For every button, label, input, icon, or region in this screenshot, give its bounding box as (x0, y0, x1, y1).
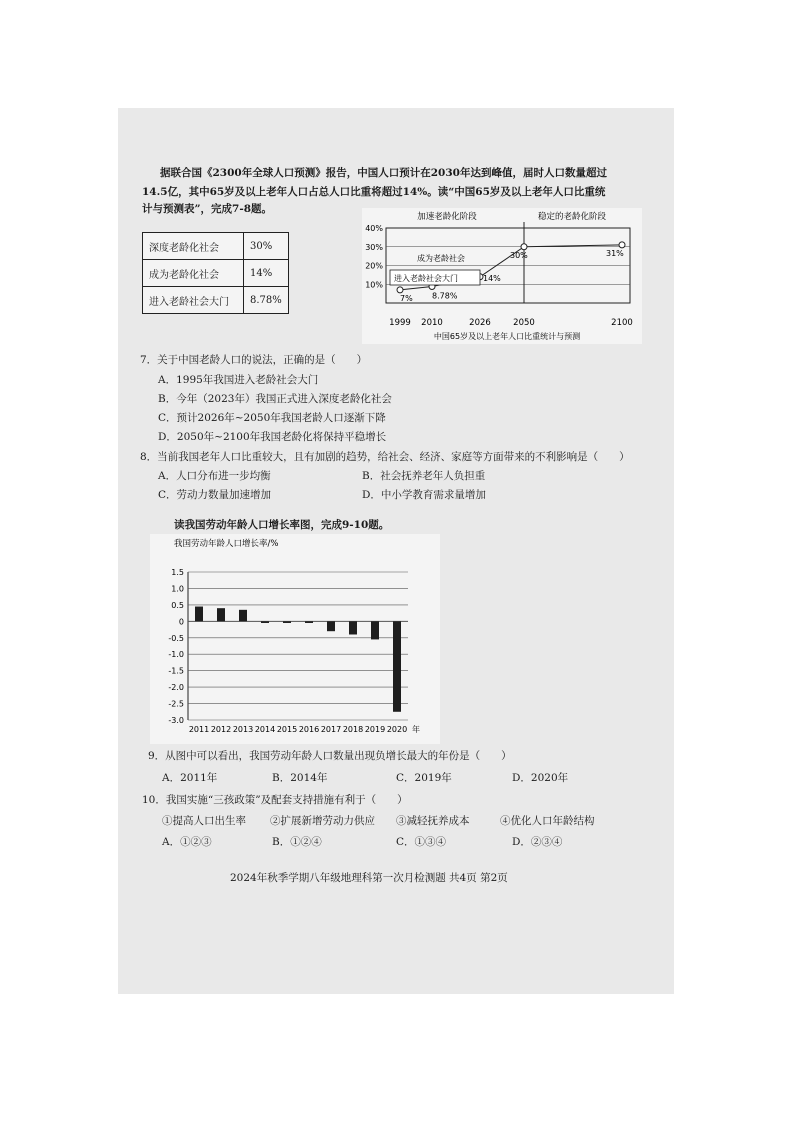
annotation-become-aging: 成为老龄社会 (417, 254, 465, 263)
y-tick-label: 1.5 (171, 568, 184, 577)
x-tick-label: 2017 (320, 725, 342, 734)
aging-level-table (142, 232, 289, 314)
page-footer: 2024年秋季学期八年级地理科第一次月检测题 共4页 第2页 (230, 872, 508, 884)
level-value: 8.78% (244, 287, 289, 314)
q9-option-d: D．2020年 (512, 772, 569, 784)
y-tick-label: 0.5 (171, 600, 184, 610)
level-value: 14% (244, 260, 289, 287)
bar (239, 610, 247, 622)
y-tick-label: 10% (365, 280, 383, 290)
y-tick-label: -2.0 (168, 683, 184, 693)
q10-item-4: ④优化人口年龄结构 (500, 815, 595, 827)
data-point (521, 244, 527, 250)
q7-option-b: B．今年（2023年）我国正式进入深度老龄化社会 (158, 393, 392, 405)
y-tick-label: -1.0 (168, 650, 184, 660)
table-row (143, 287, 289, 314)
x-tick-label: 2016 (298, 725, 320, 734)
y-tick-label: -1.5 (168, 666, 184, 676)
y-tick-label: 1.0 (171, 584, 184, 594)
bar (217, 608, 225, 621)
data-point (619, 242, 625, 248)
aging-ratio-line-chart (362, 208, 642, 344)
x-tick-label: 2026 (469, 318, 491, 328)
y-tick-label: -2.5 (168, 699, 184, 709)
q8-option-a: A．人口分布进一步均衡 (158, 470, 271, 482)
x-tick-label: 2100 (611, 318, 633, 328)
bar-chart-ylabel: 我国劳动年龄人口增长率/% (174, 539, 279, 549)
q7-stem: 7．关于中国老龄人口的说法，正确的是（ ） (140, 354, 368, 366)
q10-item-2: ②扩展新增劳动力供应 (270, 815, 375, 827)
bar (195, 607, 203, 622)
q10-option-c: C．①③④ (396, 836, 447, 848)
q7-option-c: C．预计2026年~2050年我国老龄人口逐渐下降 (158, 412, 386, 424)
y-tick-label: 30% (365, 242, 383, 252)
bar (283, 621, 291, 623)
labor-growth-bar-chart (150, 534, 440, 744)
bar (305, 621, 313, 623)
q10-option-b: B．①②④ (272, 836, 322, 848)
point-label: 14% (483, 273, 501, 283)
q7-option-d: D．2050年~2100年我国老龄化将保持平稳增长 (158, 431, 387, 443)
point-label: 7% (400, 293, 413, 303)
q10-item-1: ①提高人口出生率 (162, 815, 246, 827)
bar (371, 621, 379, 639)
y-tick-label: 40% (365, 224, 383, 233)
y-tick-label: 20% (365, 261, 383, 271)
level-value: 30% (244, 233, 289, 260)
point-label: 30% (510, 250, 528, 260)
x-tick-label: 2014 (254, 725, 276, 734)
q10-item-3: ③减轻抚养成本 (396, 815, 470, 827)
q9-option-b: B．2014年 (272, 772, 328, 784)
data-point (397, 287, 403, 293)
level-name: 进入老龄社会大门 (143, 287, 244, 314)
phase-right-label: 稳定的老龄化阶段 (537, 212, 607, 222)
bar (327, 621, 335, 631)
q10-stem: 10．我国实施“三孩政策”及配套支持措施有利于（ ） (142, 794, 408, 806)
annotation-enter-aging: 进入老龄社会大门 (394, 274, 458, 283)
q9-option-c: C．2019年 (396, 772, 452, 784)
table-row (143, 233, 289, 260)
point-label: 8.78% (432, 291, 458, 301)
bar-chart-intro: 读我国劳动年龄人口增长率图，完成9-10题。 (174, 519, 390, 531)
x-tick-label: 2010 (421, 318, 443, 328)
intro-line-3: 计与预测表”，完成7-8题。 (142, 203, 273, 215)
x-tick-label: 2015 (276, 725, 298, 734)
x-tick-label: 2012 (210, 725, 232, 734)
x-tick-label: 2011 (188, 725, 210, 734)
level-name: 成为老龄化社会 (143, 260, 244, 287)
q8-stem: 8．当前我国老年人口比重较大，且有加剧的趋势，给社会、经济、家庭等方面带来的不利影响是（ ） (140, 451, 630, 463)
y-tick-label: -0.5 (168, 633, 184, 643)
x-tick-label: 2020 (386, 725, 408, 734)
q9-stem: 9．从图中可以看出，我国劳动年龄人口数量出现负增长最大的年份是（ ） (148, 750, 512, 762)
y-tick-label: 0 (178, 617, 184, 627)
intro-line-1: 据联合国《2300年全球人口预测》报告，中国人口预计在2030年达到峰值，届时人口数量超过 (160, 167, 607, 179)
phase-left-label: 加速老龄化阶段 (417, 212, 477, 222)
x-tick-label: 1999 (389, 318, 411, 328)
x-tick-label: 2013 (232, 725, 254, 734)
point-label: 31% (606, 248, 624, 258)
x-tick-label: 2018 (342, 725, 364, 734)
table-row (143, 260, 289, 287)
chart-caption: 中国65岁及以上老年人口比重统计与预测 (433, 332, 581, 341)
x-unit-label: 年 (412, 725, 420, 734)
intro-line-2: 14.5亿，其中65岁及以上老年人口占总人口比重将超过14%。读“中国65岁及以上老年人口比重统 (142, 186, 606, 198)
q8-option-b: B．社会抚养老年人负担重 (362, 470, 486, 482)
q9-option-a: A．2011年 (162, 772, 218, 784)
x-tick-label: 2019 (364, 725, 386, 734)
bar (393, 621, 401, 711)
bar (349, 621, 357, 634)
y-tick-label: -3.0 (168, 716, 184, 725)
q8-option-c: C．劳动力数量加速增加 (158, 489, 272, 501)
level-name: 深度老龄化社会 (143, 233, 244, 260)
q10-option-d: D．②③④ (512, 836, 563, 848)
q10-option-a: A．①②③ (162, 836, 212, 848)
x-tick-label: 2050 (513, 318, 535, 328)
q8-option-d: D．中小学教育需求量增加 (362, 489, 486, 501)
q7-option-a: A．1995年我国进入老龄社会大门 (158, 374, 319, 386)
bar (261, 621, 269, 623)
